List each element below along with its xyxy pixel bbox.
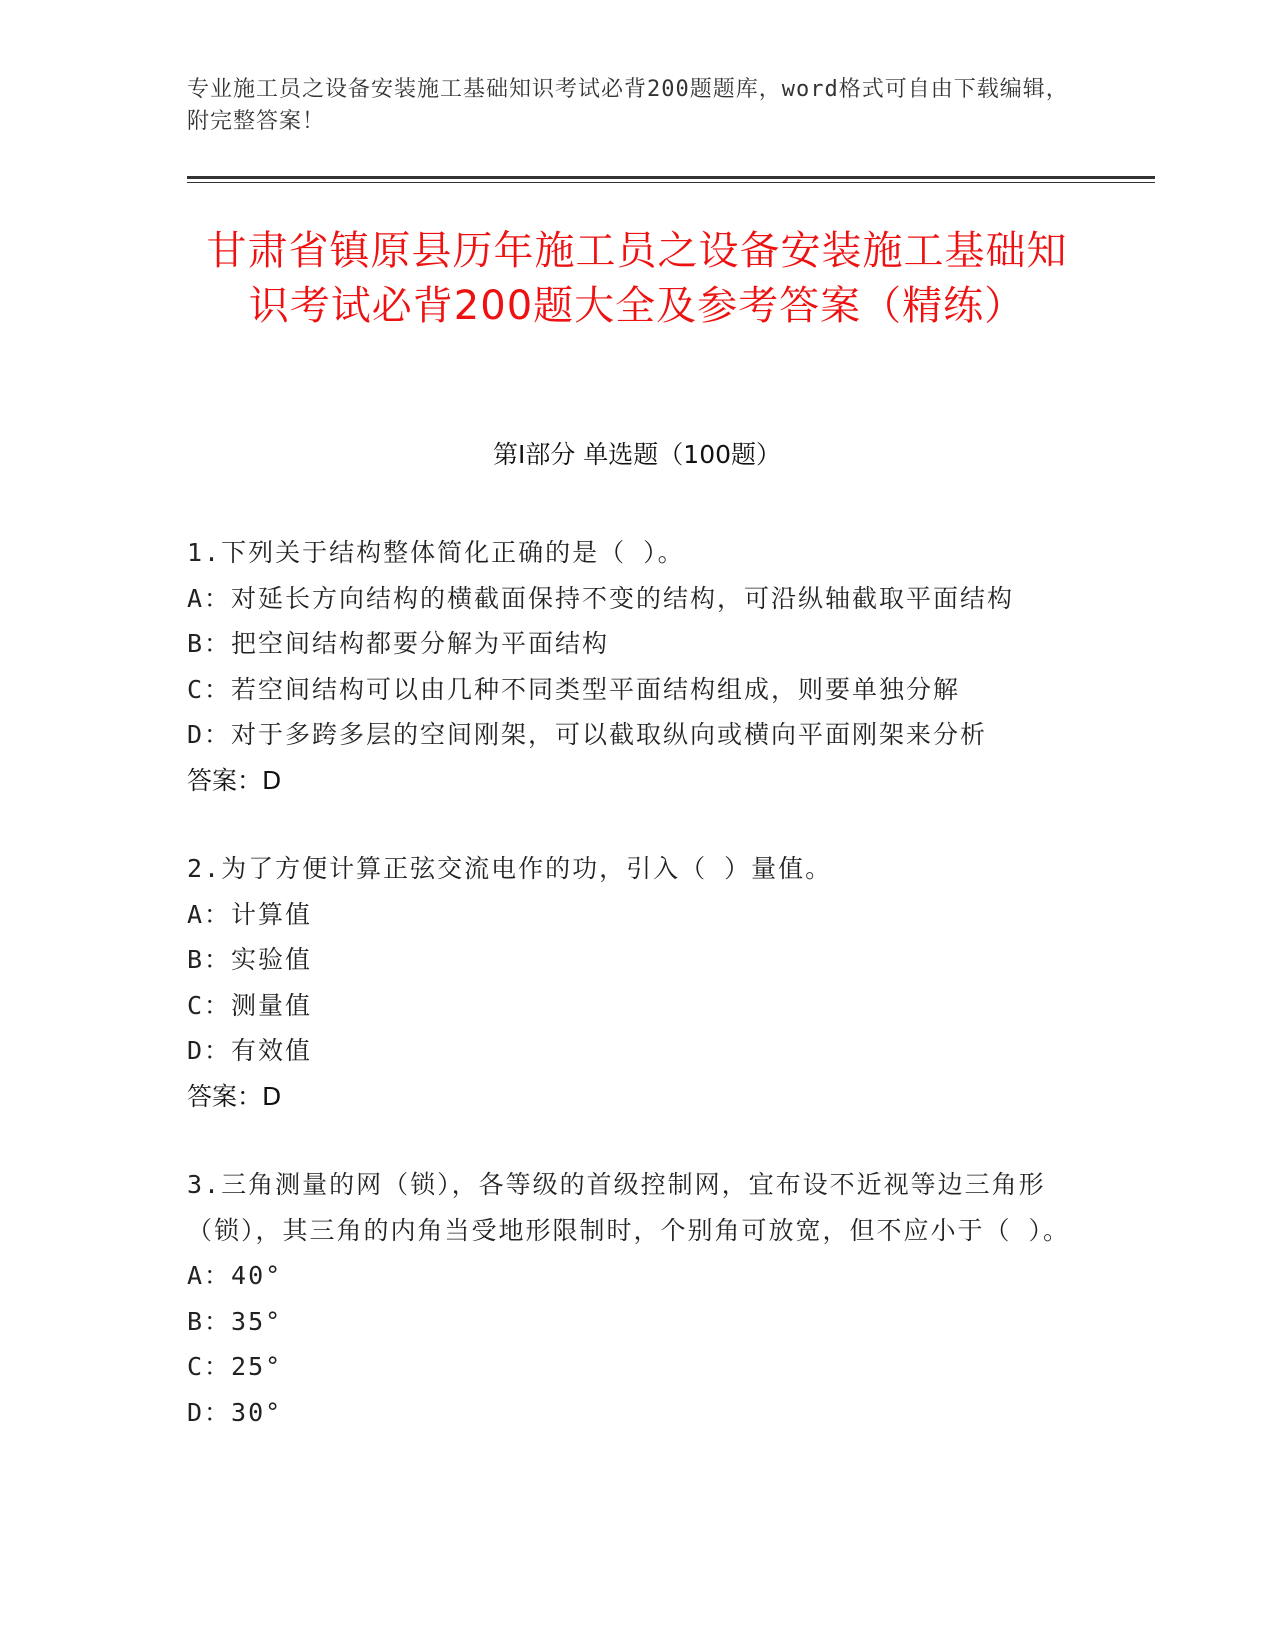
header-rule-thick bbox=[187, 176, 1155, 179]
option-b: B：实验值 bbox=[187, 945, 313, 974]
header-rule-thin bbox=[187, 182, 1155, 183]
option-c: C：若空间结构可以由几种不同类型平面结构组成，则要单独分解 bbox=[187, 674, 961, 704]
option-a: A：40° bbox=[187, 1261, 283, 1290]
question-stem: 1.下列关于结构整体简化正确的是（ ）。 bbox=[187, 538, 685, 567]
answer: 答案：D bbox=[187, 765, 282, 795]
section-heading: 第Ⅰ部分 单选题（100题） bbox=[492, 440, 782, 469]
document-title: 甘肃省镇原县历年施工员之设备安装施工基础知识考试必背200题大全及参考答案（精练） bbox=[206, 228, 1068, 329]
option-a: A：计算值 bbox=[187, 899, 313, 929]
answer: 答案：D bbox=[187, 1081, 282, 1111]
option-d: D：对于多跨多层的空间刚架，可以截取纵向或横向平面刚架来分析 bbox=[187, 720, 988, 749]
option-a: A：对延长方向结构的横截面保持不变的结构，可沿纵轴截取平面结构 bbox=[187, 583, 1015, 613]
header-note: 专业施工员之设备安装施工基础知识考试必背200题题库，word格式可自由下载编辑，附完整答案！ bbox=[187, 77, 1069, 134]
option-b: B：35° bbox=[187, 1306, 283, 1336]
option-c: C：测量值 bbox=[187, 990, 313, 1020]
question-stem: 3.三角测量的网（锁），各等级的首级控制网，宜布设不近视等边三角形（锁），其三角的内角当受地形限制时，个别角可放宽，但不应小于（ ）。 bbox=[187, 1170, 1071, 1245]
question-stem: 2.为了方便计算正弦交流电作的功，引入（ ）量值。 bbox=[187, 854, 833, 883]
option-d: D：有效值 bbox=[187, 1036, 313, 1065]
question-list bbox=[187, 530, 1087, 1478]
option-b: B：把空间结构都要分解为平面结构 bbox=[187, 629, 610, 658]
question-1 bbox=[187, 530, 1087, 803]
option-d: D：30° bbox=[187, 1397, 283, 1427]
question-2 bbox=[187, 846, 1087, 1119]
question-3 bbox=[187, 1162, 1087, 1435]
option-c: C：25° bbox=[187, 1352, 283, 1381]
